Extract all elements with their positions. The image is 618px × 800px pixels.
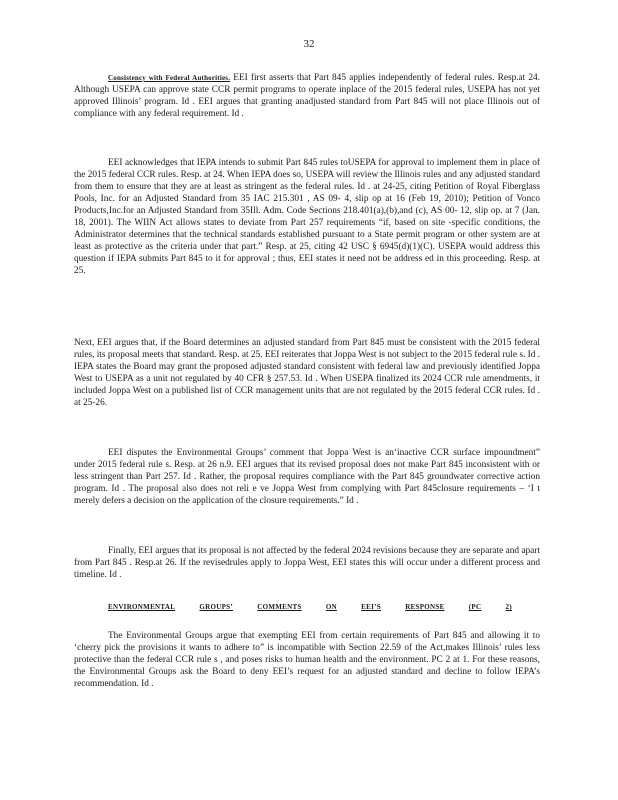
paragraph-eei-disputes: EEI disputes the Environmental Groups’ comment that Joppa West is an‘inactive CCR surface impoundment” under 2015 federal rule s. Resp. at 26 n.9. EEI argues that its revised proposal does not make Part 845 inconsistent with or less stringent than Part 257. Id . Rather, the proposal requires compliance with the Part 845 groundwater corrective action program. Id . The proposal also does not reli e ve Joppa West from complying with Part 845closure requirements – ‘I t merely defers a decision on the application of the closure requirements.” Id . [74,448,540,506]
paragraph-eei-acknowledges: EEI acknowledges that IEPA intends to submit Part 845 rules toUSEPA for approval to implement them in place of the 2015 federal CCR rules. Resp. at 24. When IEPA does so, USEPA will review the Illinois rules and any adjusted standard from them to ensure that they are at least as stringent as the federal rules. Id . at 24-25, citing Petition of Royal Fiberglass Pools, Inc. for an Adjusted Standard from 35 IAC 215.301 , AS 09- 4, slip op at 16 (Feb 19, 2010); Petition of Vonco Products,Inc.for an Adjusted Standard from 35Ill. Adm. Code Sections 218.401(a),(b),and (c), AS 00- 12, slip op. at 7 (Jan. 18, 2001). The WIIN Act allows states to deviate from Part 257 requirements “if, based on site -specific conditions, the Administrator determines that the technical standards established pursuant to a State permit program or other system are at least as protective as the criteria under that part.” Resp. at 25, citing 42 USC § 6945(d)(1)(C). USEPA would address this question if IEPA submits Part 845 to it for approval ; thus, EEI states it need not be address ed in this proceeding. Resp. at 25. [74,158,540,276]
paragraph-federal-authorities [74,72,540,120]
paragraph-environmental-groups-argue: The Environmental Groups argue that exempting EEI from certain requirements of Part 845 and allowing it to ‘cherry pick the provisions it wants to adhere to” is incompatible with Section 22.59 of the Act,makes Illinois’ rules less protective than the federal CCR rule s , and poses risks to human health and the environment. PC 2 at 1. For these reasons, the Environmental Groups ask the Board to deny EEI’s request for an adjusted standard and decline to follow IEPA’s recommendation. Id . [74,631,540,689]
page-number: 32 [303,38,315,50]
section-heading: ENVIRONMENTAL GROUPS’ COMMENTS ON EEI’S RESPONSE (PC 2) [108,603,512,611]
paragraph-finally: Finally, EEI argues that its proposal is not affected by the federal 2024 revisions because they are separate and apart from Part 845 . Resp.at 26. If the revisedrules apply to Joppa West, EEI states this will occur under a different process and timeline. Id . [74,546,540,580]
paragraph-text: EEI first asserts that Part 845 applies independently of federal rules. Resp.at 24. Although USEPA can approve state CCR permit programs to operate inplace of the 2015 federal rules, USEPA has not yet approved Illinois’ program. Id . EEI argues that granting anadjusted standard from Part 845 will not place Illinois out of compliance with any federal requirement. Id . [74,73,540,119]
paragraph-next-eei-argues: Next, EEI argues that, if the Board determines an adjusted standard from Part 845 must be consistent with the 2015 federal rules, its proposal meets that standard. Resp. at 25. EEI reiterates that Joppa West is not subject to the 2015 federal rule s. Id . IEPA states the Board may grant the proposed adjusted standard consistent with federal law and previously identified Joppa West to USEPA as a unit not regulated by 40 CFR § 257.53. Id . When USEPA finalized its 2024 CCR rule amendments, it included Joppa West on a published list of CCR management units that are not regulated by the 2015 federal CCR rules. Id . at 25-26. [74,338,540,408]
subsection-heading: Consistency with Federal Authorities. [108,74,231,82]
